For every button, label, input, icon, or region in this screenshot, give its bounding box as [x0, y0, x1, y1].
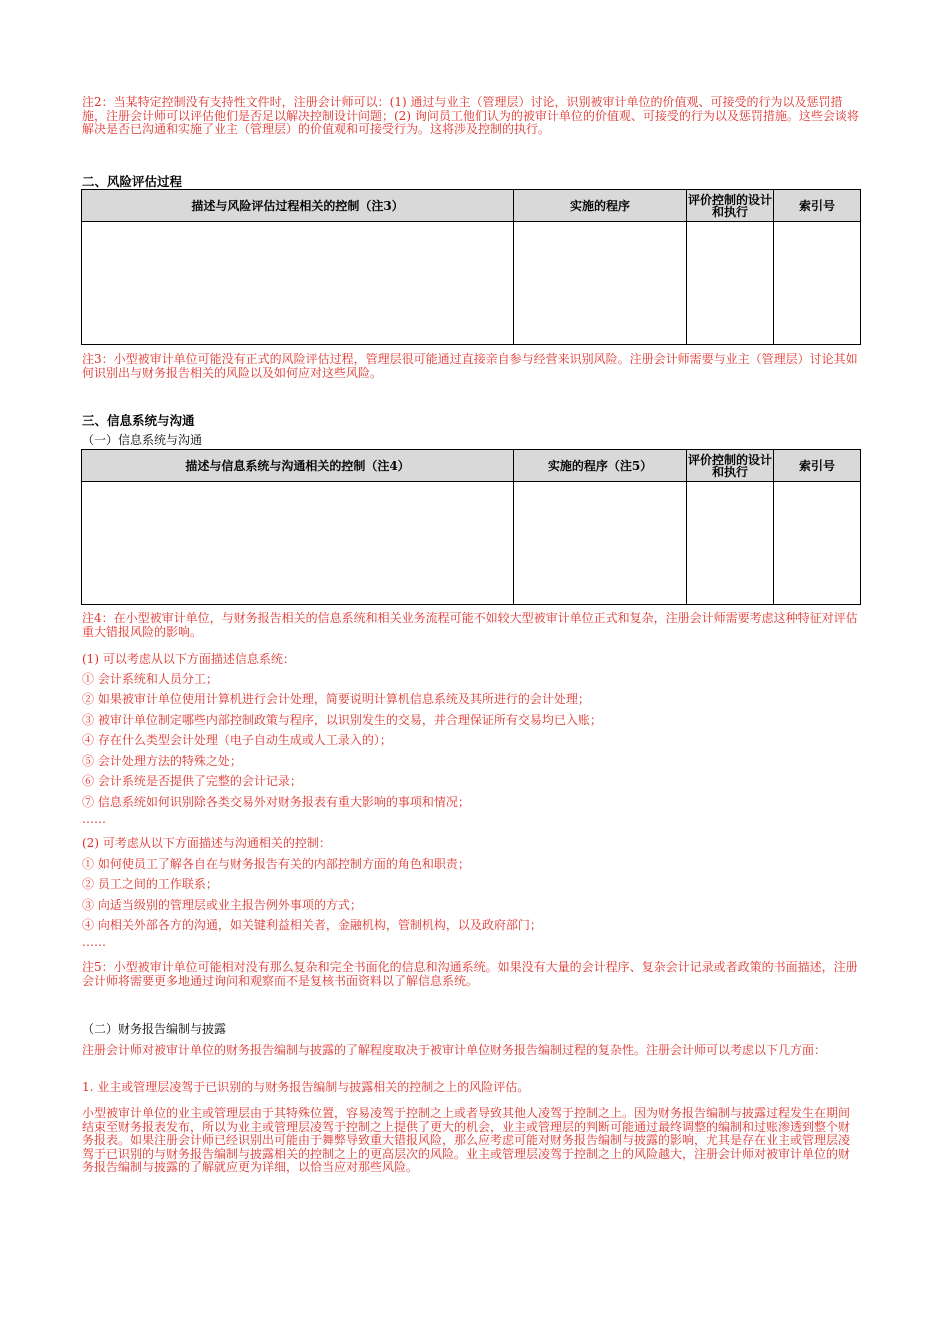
cell-procedures[interactable]: [514, 222, 687, 345]
section-heading-info-systems: 三、信息系统与沟通: [82, 413, 195, 428]
list2-title: (2) 可考虑从以下方面描述与沟通相关的控制：: [82, 836, 331, 850]
header-index: 索引号: [774, 450, 861, 482]
list-item: ② 如果被审计单位使用计算机进行会计处理，简要说明计算机信息系统及其所进行的会计处理；: [82, 692, 590, 706]
cell-risk-controls[interactable]: [82, 222, 514, 345]
list-item: ⑥ 会计系统是否提供了完整的会计记录；: [82, 774, 302, 788]
cell-procedures[interactable]: [514, 482, 687, 605]
list-item: ③ 被审计单位制定哪些内部控制政策与程序，以识别发生的交易，并合理保证所有交易均已入账；: [82, 713, 602, 727]
info-systems-table: [81, 449, 861, 605]
cell-evaluation[interactable]: [687, 482, 774, 605]
cell-evaluation[interactable]: [687, 222, 774, 345]
list-item: ③ 向适当级别的管理层或业主报告例外事项的方式；: [82, 898, 362, 912]
header-procedures: 实施的程序: [514, 190, 687, 222]
cell-index[interactable]: [774, 222, 861, 345]
header-evaluation: 评价控制的设计和执行: [687, 450, 774, 482]
risk-assessment-table: [81, 189, 861, 345]
note-2: 注2：当某特定控制没有支持性文件时，注册会计师可以：(1) 通过与业主（管理层）讨论，识别被审计单位的价值观、可接受的行为以及惩罚措施，注册会计师可以评估他们是否足以解决控制设计问题；(2) 询问员工他们认为的被审计单位的价值观、可接受的行为以及惩罚措施。这些会谈将解决是否已沟通和实施了业主（管理层）的价值观和可接受行为。这将涉及控制的执行。: [82, 95, 859, 136]
note-5: 注5：小型被审计单位可能相对没有那么复杂和完全书面化的信息和沟通系统。如果没有大量的会计程序、复杂会计记录或者政策的书面描述，注册会计师将需要更多地通过询问和观察而不是复核书面资料以了解信息系统。: [82, 960, 858, 988]
note-3: 注3：小型被审计单位可能没有正式的风险评估过程，管理层很可能通过直接亲自参与经营来识别风险。注册会计师需要与业主（管理层）讨论其如何识别出与财务报告相关的风险以及如何应对这些风险。: [82, 352, 858, 380]
list-item: ② 员工之间的工作联系；: [82, 877, 218, 891]
cell-info-controls[interactable]: [82, 482, 514, 605]
header-evaluation: 评价控制的设计和执行: [687, 190, 774, 222]
list-ellipsis: ……: [82, 935, 106, 949]
list-item: ⑤ 会计处理方法的特殊之处；: [82, 754, 242, 768]
paragraph-financial-reporting-intro: 注册会计师对被审计单位的财务报告编制与披露的了解程度取决于被审计单位财务报告编制过程的复杂性。注册会计师可以考虑以下几方面：: [82, 1043, 827, 1057]
header-info-controls: 描述与信息系统与沟通相关的控制（注4）: [82, 450, 514, 482]
list-item: ④ 向相关外部各方的沟通，如关键利益相关者，金融机构，管制机构，以及政府部门；: [82, 918, 542, 932]
section-heading-risk-assessment: 二、风险评估过程: [82, 174, 183, 189]
paragraph-override-risk: 1. 业主或管理层凌驾于已识别的与财务报告编制与披露相关的控制之上的风险评估。: [82, 1080, 530, 1094]
note-4: 注4：在小型被审计单位，与财务报告相关的信息系统和相关业务流程可能不如较大型被审计单位正式和复杂，注册会计师需要考虑这种特征对评估重大错报风险的影响。: [82, 611, 858, 639]
subheading-info-systems: （一）信息系统与沟通: [82, 433, 203, 447]
list-item: ① 如何使员工了解各自在与财务报告有关的内部控制方面的角色和职责；: [82, 857, 470, 871]
header-procedures-note5: 实施的程序（注5）: [514, 450, 687, 482]
list1-title: (1) 可以考虑从以下方面描述信息系统：: [82, 652, 295, 666]
subheading-financial-reporting: （二）财务报告编制与披露: [82, 1022, 227, 1036]
paragraph-override-detail: 小型被审计单位的业主或管理层由于其特殊位置，容易凌驾于控制之上或者导致其他人凌驾于控制之上。因为财务报告编制与披露过程发生在期间结束至财务报表发布，所以为业主或管理层凌驾于控制之上提供了更大的机会，业主或管理层的判断可能通过最终调整的编制和过账渗透到整个财务报表。如果注册会计师已经识别出可能由于舞弊导致重大错报风险，那么应考虑可能对财务报告编制与披露的影响，尤其是存在业主或管理层凌驾于已识别的与财务报告编制与披露相关的控制之上的更高层次的风险。业主或管理层凌驾于控制之上的风险越大，注册会计师对被审计单位的财务报告编制与披露的了解就应更为详细，以恰当应对那些风险。: [82, 1106, 851, 1174]
header-index: 索引号: [774, 190, 861, 222]
list-item: ⑦ 信息系统如何识别除各类交易外对财务报表有重大影响的事项和情况；: [82, 795, 470, 809]
list-ellipsis: ……: [82, 812, 106, 826]
list-item: ① 会计系统和人员分工；: [82, 672, 218, 686]
header-risk-controls: 描述与风险评估过程相关的控制（注3）: [82, 190, 514, 222]
list-item: ④ 存在什么类型会计处理（电子自动生成或人工录入的）；: [82, 733, 392, 747]
cell-index[interactable]: [774, 482, 861, 605]
